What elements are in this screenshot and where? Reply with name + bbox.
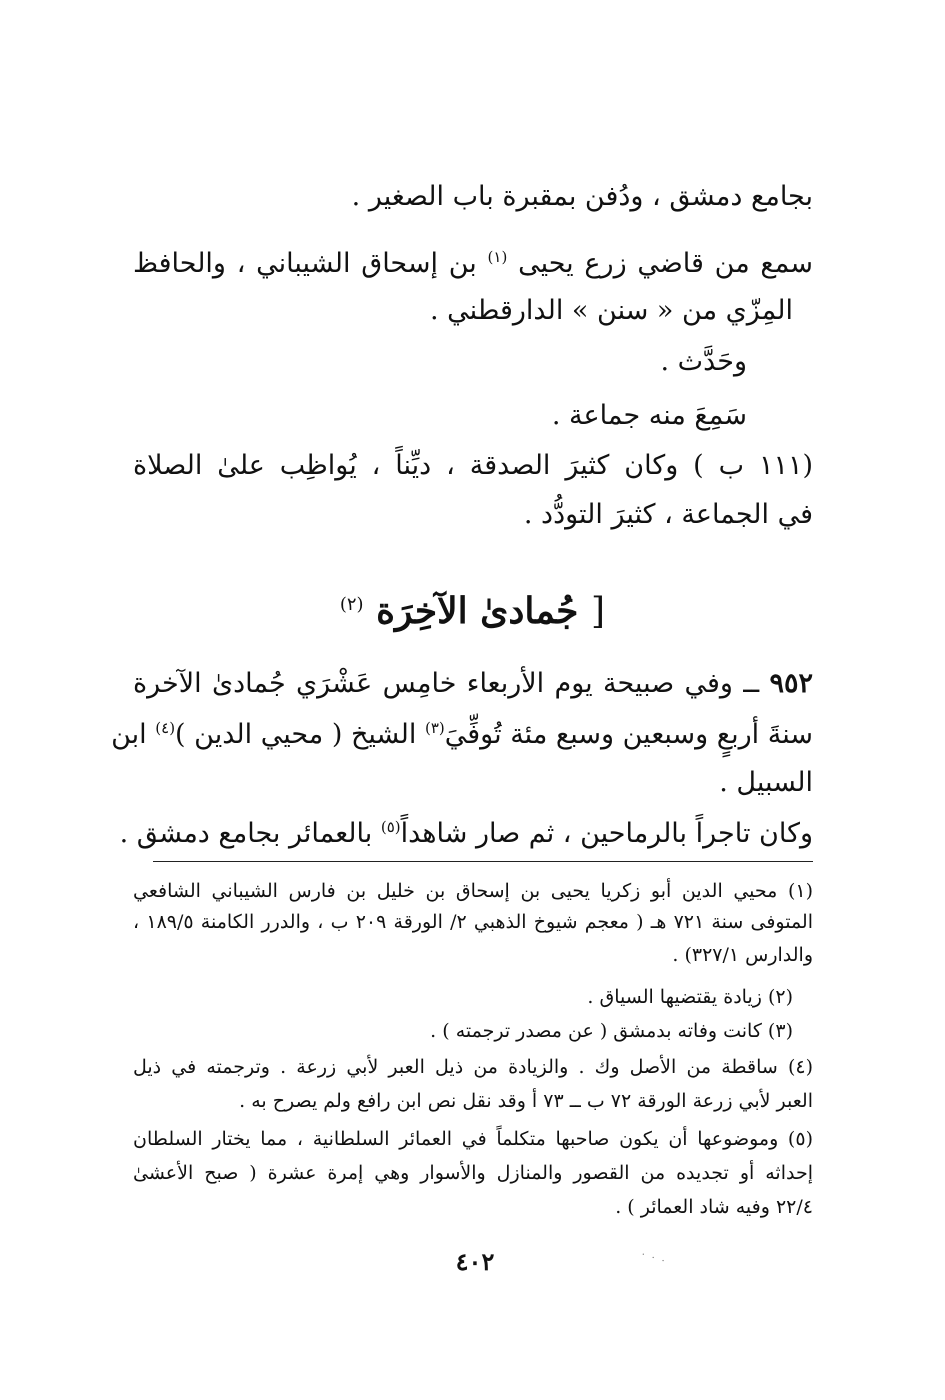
footnote-line: المتوفى سنة ٧٢١ هـ ( معجم شيوخ الذهبي ٢/ الورقة ٢٠٩ ب ، والدرر الكامنة ١٨٩/٥ ، [133,911,814,933]
text-span: ابن [111,719,147,750]
chapter-heading [340,580,605,637]
text-span: ــ وفي صبيحة يوم الأربعاء خامِس عَشْرَي جُمادىٰ الآخرة [133,668,760,699]
entry-line [119,815,813,853]
text-line: بجامع دمشق ، ودُفن بمقبرة باب الصغير . [351,181,813,212]
entry-number: ٩٥٢ [769,668,813,699]
footnote-line: (٢) زيادة يقتضيها السياق . [587,986,793,1008]
entry-line [111,716,813,754]
text-line [133,245,813,283]
text-line: في الجماعة ، كثيرَ التودُّد . [523,499,813,530]
footnote-line: (٣) كانت وفاته بدمشق ( عن مصدر ترجمته ) . [430,1020,793,1042]
text-span: وكان تاجراً بالرماحين ، ثم صار شاهداً [400,818,813,849]
text-span: سنةَ أربعٍ وسبعين وسبع مئة تُوفِّيَ [444,719,813,750]
footnote-line: (٤) ساقطة من الأصل وك . والزيادة من ذيل العبر لأبي زرعة . وترجمته في ذيل [133,1056,813,1078]
text-span: الشيخ ( محيي الدين ) [175,719,417,750]
footnote-line: والدارس ٣٢٧/١) . [672,944,813,966]
footnote-line: (١) محيي الدين أبو زكريا يحيى بن إسحاق بن خليل بن فارس الشيباني الشافعي [133,880,813,902]
text-span: سمع من قاضي زرع يحيى [518,248,814,279]
text-span: بالعمائر بجامع دمشق . [119,818,373,849]
text-line: سَمِعَ منه جماعة . [551,400,747,431]
scan-speck: · · · [639,1249,668,1268]
footnote-marker: (٢) [339,594,364,615]
page-number: ٤٠٢ [455,1247,495,1276]
footnote-line: العبر لأبي زرعة الورقة ٧٢ ب ــ ٧٣ أ وقد نقل نص ابن رافع ولم يصرح به . [239,1090,813,1112]
entry-line: السبيل . [719,767,813,798]
footnote-marker: (٣) [424,719,445,737]
footnote-line: (٥) وموضوعها أن يكون صاحبها متكلماً في العمائر السلطانية ، مما يختار السلطان [133,1128,813,1150]
footnote-marker: (٤) [155,719,176,737]
footnote-line: ٢٢/٤ وفيه شاد العمائر ) . [615,1196,813,1218]
text-span: بن إسحاق الشيباني ، والحافظ [133,248,477,279]
entry-line [133,665,813,703]
footnote-marker: (٥) [380,818,401,836]
text-line: (١١١ ب ) وكان كثيرَ الصدقة ، ديِّناً ، يُواظِب علىٰ الصلاة [133,450,813,481]
text-line: المِزّي من « سنن » الدارقطني . [430,295,793,326]
heading-bracket: [ [590,591,605,632]
footnote-marker: (١) [487,248,508,266]
heading-title: جُمادىٰ الآخِرَة [376,590,579,632]
text-line: وحَدَّث . [660,346,747,377]
footnote-separator [153,861,813,862]
footnote-line: إحداثه أو تجديده من القصور والمنازل والأسوار وهي إمرة عشرة ( صبح الأعشىٰ [133,1162,813,1184]
